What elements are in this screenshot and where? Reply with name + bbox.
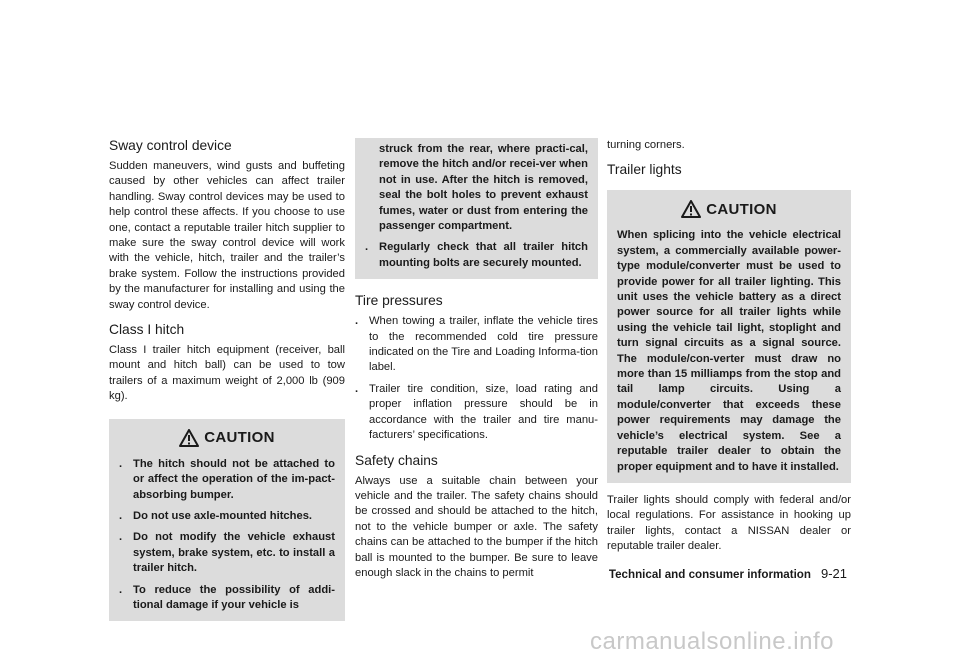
warning-triangle-icon (179, 429, 199, 447)
bullet: . (365, 241, 369, 254)
list-item: . Trailer tire condition, size, load rating and proper inflation pressure should be in accordance with the trailer and tire manu-facturers’ specifications. (355, 382, 598, 442)
caution-list (119, 457, 335, 614)
caution-box-hitch (109, 419, 345, 622)
warning-triangle-icon (681, 200, 701, 218)
bullet: . (119, 457, 123, 470)
section-title: Technical and consumer information (608, 568, 811, 581)
bullet: . (119, 583, 123, 596)
list-item: . Do not modify the vehicle exhaust system, brake system, etc. to install a trailer hitch. (119, 531, 335, 575)
sway-heading: Sway control device (109, 138, 232, 153)
list-item: . To reduce the possibility of addi-tional damage if your vehicle is (119, 583, 335, 611)
column-right (607, 138, 851, 555)
list-item: struck from the rear, where practi-cal, remove the hitch and/or recei-ver when not in use. After the hitch is removed, seal the bolt holes to prevent exhaust fumes, water or dust from entering the passenger compartment. (379, 143, 588, 233)
page-footer (609, 566, 847, 581)
sway-paragraph: Sudden maneuvers, wind gusts and buffeting caused by other vehicles can affect trailer handling. Sway control devices may be used to help control these affects. If you choose to use one, contact a reputable trailer hitch supplier to make sure the sway control device will work with the vehicle, hitch, trailer and the trailer’s brake system. Follow the instructions provided by the manufacturer for installing and using the sway control device. (109, 160, 345, 311)
lights-paragraph: Trailer lights should comply with federal and/or local regulations. For assistance in hooking up trailer lights, contact a NISSAN dealer or reputable trailer dealer. (607, 493, 851, 553)
bullet: . (355, 315, 359, 328)
caution-header (119, 429, 335, 447)
lights-heading: Trailer lights (607, 162, 682, 178)
list-item: . Regularly check that all trailer hitch mounting bolts are securely mounted. (365, 241, 588, 269)
hitch-heading: Class I hitch (109, 322, 185, 338)
chains-continued: turning corners. (607, 139, 685, 151)
list-item: . When towing a trailer, inflate the vehicle tires to the recommended cold tire pressure indicated on the Tire and Loading Informa-tion label. (355, 315, 598, 374)
chains-paragraph: Always use a suitable chain between your vehicle and the trailer. The safety chains should be crossed and should be attached to the hitch, not to the vehicle bumper or axle. The safety chains can be attached to the bumper if the hitch ball is mounted to the bumper. Be sure to leave enough slack in the chains to permit (355, 474, 598, 579)
caution-title: CAUTION (706, 200, 777, 218)
page-number: 9-21 (820, 566, 847, 581)
bullet: . (119, 509, 123, 522)
caution-box-lights (607, 190, 851, 483)
list-item: . Do not use axle-mounted hitches. (119, 509, 335, 524)
tire-heading: Tire pressures (355, 293, 443, 309)
column-left (109, 138, 345, 621)
chains-heading: Safety chains (355, 452, 438, 468)
watermark: carmanualsonline.info (590, 628, 834, 655)
caution-title: CAUTION (204, 428, 275, 446)
list-item: . The hitch should not be attached to or affect the operation of the im-pact-absorbing bumper. (119, 457, 335, 501)
bullet: . (355, 382, 359, 395)
caution-header (617, 200, 841, 218)
caution-lights-text: When splicing into the vehicle electrical system, a commercially available power-type module/converter must be used to provide power for all trailer lighting. This unit uses the vehicle battery as a direct power source for all trailer lights while using the vehicle tail light, stoplight and turn signal circuits as a signal source. The module/con-verter must draw no more than 15 milliamps from the stop and tail lamp circuits. Using a module/converter that exceeds these power requirements may damage the vehicle’s electrical system. See a reputable trailer dealer to obtain the proper equipment and to have it installed. (617, 229, 841, 473)
caution-box-hitch-continued (355, 138, 598, 279)
tire-list (355, 314, 598, 443)
bullet: . (119, 531, 123, 544)
column-middle (355, 138, 598, 581)
caution-list-continued (365, 142, 588, 271)
hitch-paragraph: Class I trailer hitch equipment (receiver, ball mount and hitch ball) can be used to tow trailers of a maximum weight of 2,000 lb (909 kg). (109, 344, 345, 403)
